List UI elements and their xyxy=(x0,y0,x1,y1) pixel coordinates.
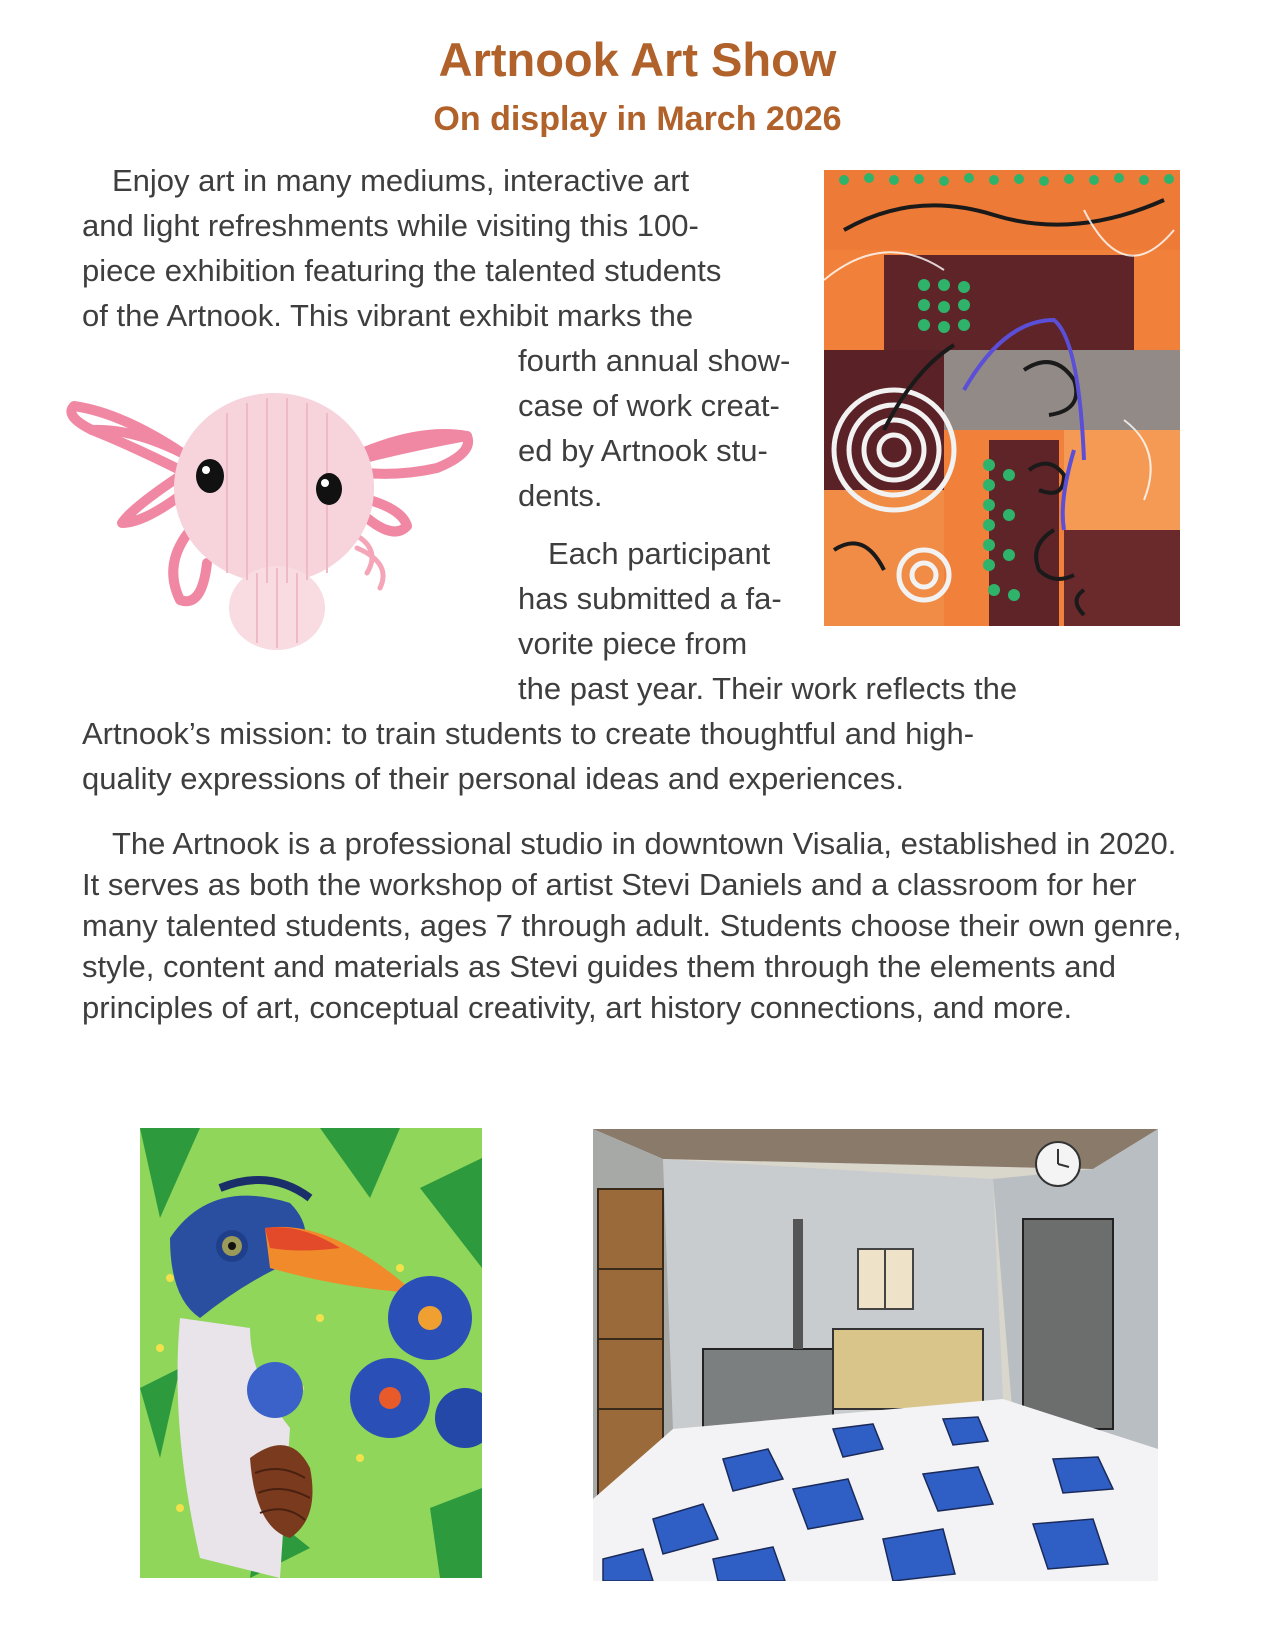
studio-paragraph xyxy=(82,823,1202,1028)
page-title: Artnook Art Show xyxy=(438,33,837,86)
p1-line-3: piece exhibition featuring the talented students xyxy=(82,253,722,288)
p2-line-5: Artnook’s mission: to train students to create thoughtful and high- xyxy=(82,716,975,751)
p1-line-8: dents. xyxy=(518,478,603,513)
page-subtitle: On display in March 2026 xyxy=(433,100,842,138)
bird-painting-image xyxy=(140,1128,482,1578)
abstract-painting-image xyxy=(824,170,1180,626)
knitted-axolotl-image xyxy=(62,358,507,658)
p1-line-1: Enjoy art in many mediums, interactive art xyxy=(112,163,690,198)
p2-line-3: vorite piece from xyxy=(518,626,748,661)
p1-line-2: and light refreshments while visiting this 100- xyxy=(82,208,699,243)
p2-line-2: has submitted a fa- xyxy=(518,581,782,616)
p2-line-4: the past year. Their work reflects the xyxy=(518,671,1018,706)
p1-line-7: ed by Artnook stu- xyxy=(518,433,768,468)
p1-line-6: case of work creat- xyxy=(518,388,780,423)
p2-line-1: Each participant xyxy=(548,536,771,571)
p1-line-5: fourth annual show- xyxy=(518,343,791,378)
p1-line-4: of the Artnook. This vibrant exhibit marks the xyxy=(82,298,694,333)
p2-line-6: quality expressions of their personal ideas and experiences. xyxy=(82,761,904,796)
kitchen-painting-image xyxy=(593,1129,1158,1581)
studio-paragraph-text: The Artnook is a professional studio in downtown Visalia, established in 2020. It serves as both the workshop of artist Stevi Daniels and a classroom for her many talented students, ages 7 through adult. Students choose their own genre, style, content and materials as Stevi guides them through the elements and principles of art, conceptual creativity, art history connections, and more. xyxy=(82,826,1182,1025)
